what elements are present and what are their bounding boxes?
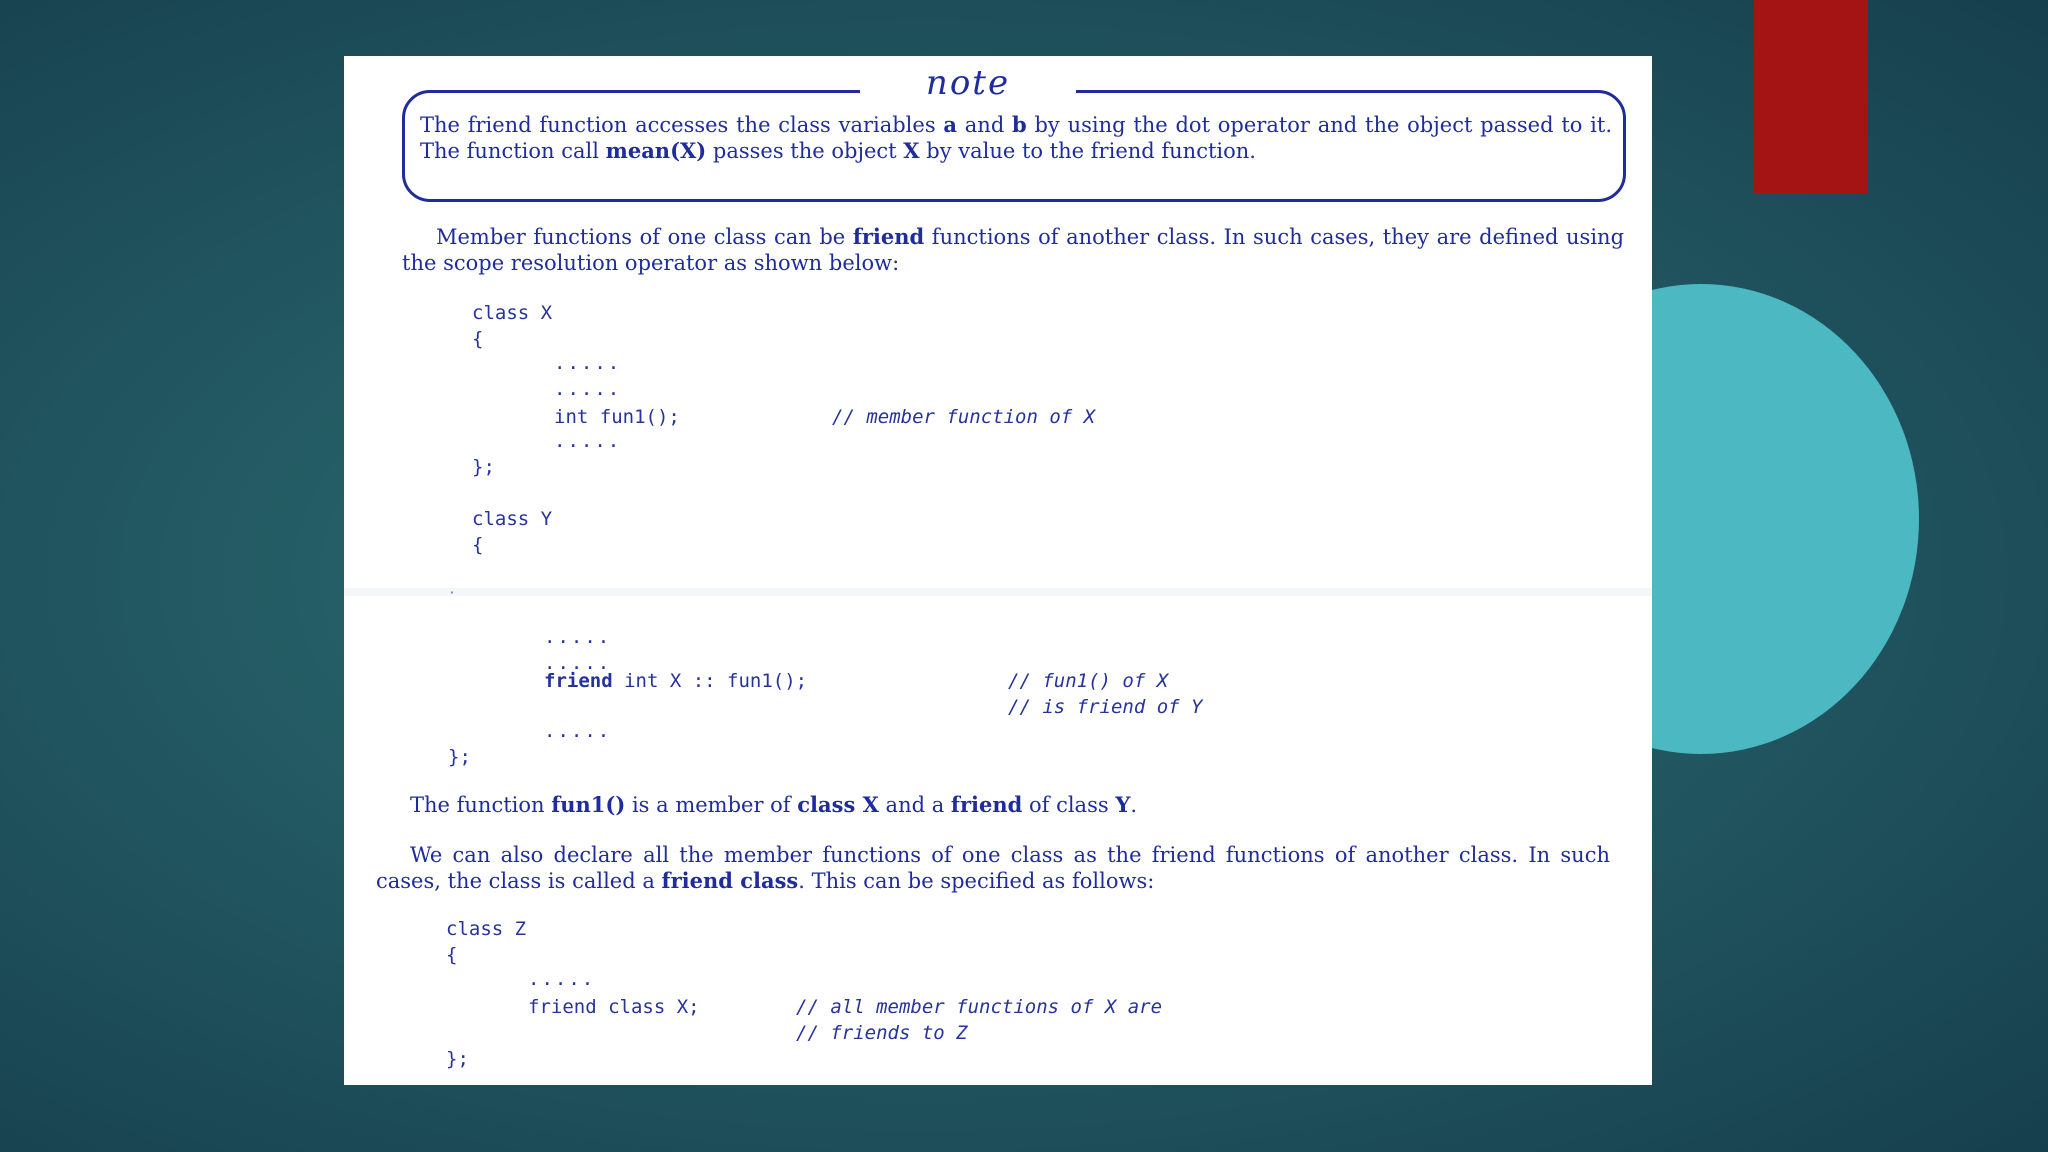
code-comment: // all member functions of X are (796, 996, 1163, 1018)
code-class-x-close: }; (472, 456, 495, 478)
code-ellipsis: ..... (554, 430, 622, 452)
scanned-page (344, 56, 1652, 1085)
code-class-z-open: { (446, 944, 458, 966)
code-class-x-header: class X (472, 302, 553, 324)
code-ellipsis: ..... (544, 720, 612, 742)
note-title: note (925, 63, 1011, 103)
code-comment: // friends to Z (796, 1022, 968, 1044)
code-ellipsis: ..... (544, 652, 612, 674)
running-header-fragment: · (448, 586, 457, 601)
code-comment: // fun1() of X (1008, 670, 1169, 692)
fun1-paragraph: The function fun1() is a member of class X and a friend of class Y. (410, 792, 1137, 817)
code-class-y-open: { (472, 534, 484, 556)
code-friend-class-declaration: friend class X; (528, 996, 700, 1018)
code-fun1-declaration: int fun1(); (554, 406, 680, 428)
code-friend-declaration: friend int X :: fun1(); (544, 670, 808, 692)
code-ellipsis: ..... (544, 626, 612, 648)
page-gap (344, 588, 1652, 596)
code-comment: // member function of X (832, 406, 1096, 428)
code-class-x-open: { (472, 328, 484, 350)
code-comment: // is friend of Y (1008, 696, 1203, 718)
code-ellipsis: ..... (554, 352, 622, 374)
code-class-z-header: class Z (446, 918, 527, 940)
code-class-z-close: }; (446, 1048, 469, 1070)
friend-class-paragraph: We can also declare all the member functions of one class as the friend functions of another class. In such cases, the class is called a friend class. This can be specified as follows: (376, 843, 1610, 893)
code-class-y-header: class Y (472, 508, 553, 530)
code-ellipsis: ..... (528, 968, 596, 990)
code-ellipsis: ..... (554, 378, 622, 400)
code-class-y-close: }; (448, 746, 471, 768)
member-function-paragraph: Member functions of one class can be friend functions of another class. In such cases, they are defined using the scope resolution operator as shown below: (402, 224, 1625, 275)
decorative-red-rectangle (1754, 0, 1868, 193)
note-text: The friend function accesses the class variables a and b by using the dot operator and the object passed to it. The function call mean(X) passes the object X by value to the friend function. (420, 112, 1613, 163)
